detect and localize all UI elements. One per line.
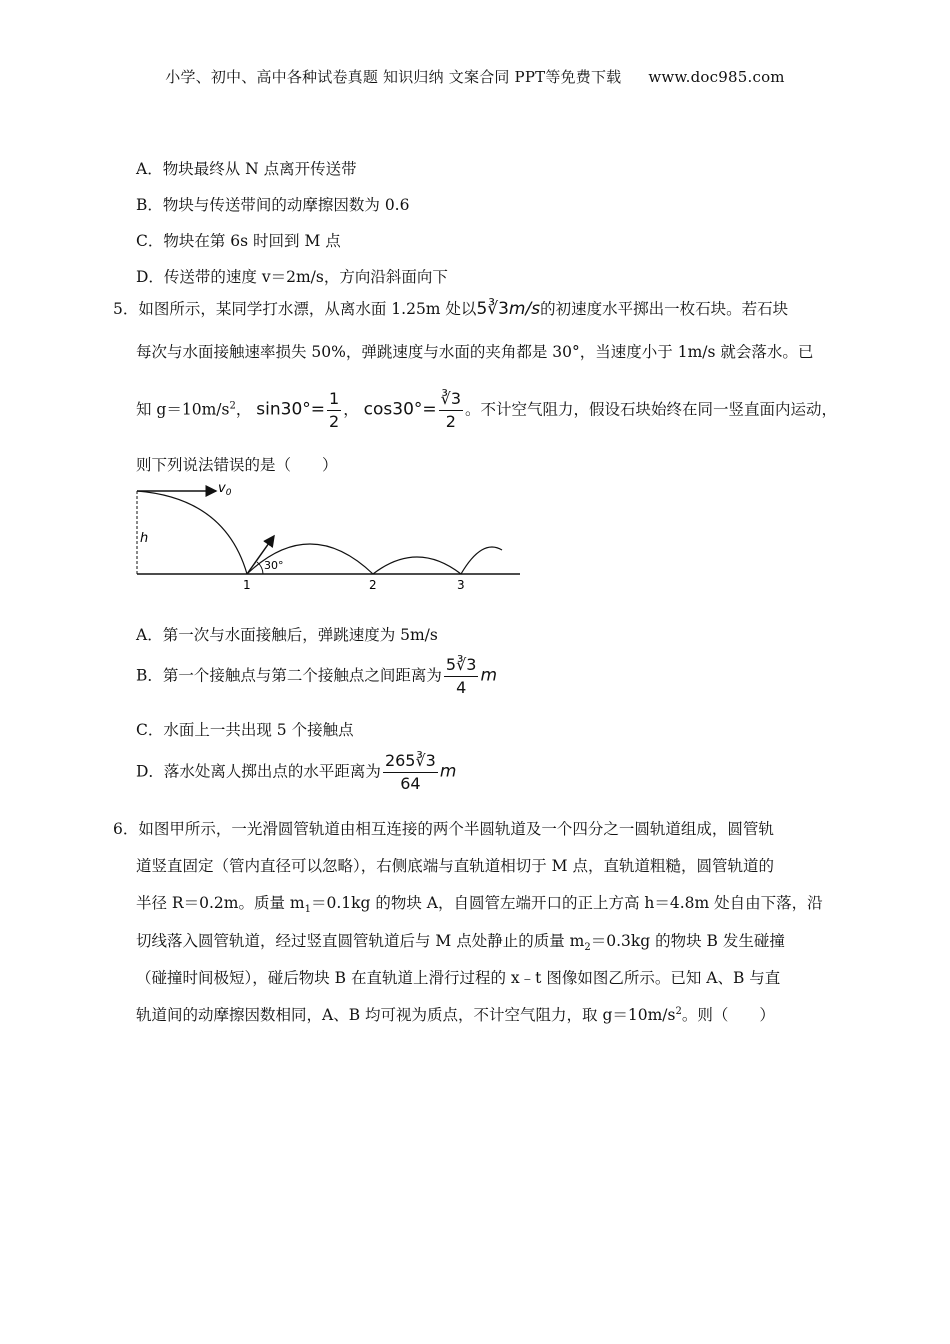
q4-option-c: C．物块在第 6s 时回到 M 点: [136, 232, 341, 250]
q6-line-3: [136, 891, 823, 915]
q5-line-1: [113, 297, 788, 319]
q5-optB-num: 5∛3: [444, 654, 479, 677]
contact-point-2: 2: [369, 578, 377, 592]
q5-line-3: [136, 388, 837, 433]
q5-l3-a: 知 g＝10m/s: [136, 400, 230, 419]
q6-l6-sup: 2: [675, 1005, 682, 1017]
q5-l1-a: 5．如图所示，某同学打水漂，从离水面 1.25m 处以: [113, 300, 477, 318]
q6-line-5: （碰撞时间极短），碰后物块 B 在直轨道上滑行过程的 x﹣t 图像如图乙所示。已知 A、B 与直: [136, 969, 781, 987]
q5-l3-b: 。不计空气阻力，假设石块始终在同一竖直面内运动，: [465, 400, 838, 419]
q5-velocity-unit: m/s: [508, 299, 541, 319]
q6-l6-a: 轨道间的动摩擦因数相同，A、B 均可视为质点，不计空气阻力，取 g＝10m/s: [136, 1006, 676, 1024]
v0-label: $v_0$: [218, 481, 232, 498]
q4-option-d: D．传送带的速度 v＝2m/s，方向沿斜面向下: [136, 268, 448, 286]
q5-l3-sup: 2: [229, 400, 236, 412]
q6-l4-sub: 2: [584, 942, 591, 954]
q5-optB-text: B．第一个接触点与第二个接触点之间距离为: [136, 666, 442, 685]
q5-optB-fraction: [444, 654, 479, 699]
q5-velocity: 5∛3: [476, 299, 509, 319]
q5-optD-unit: m: [439, 761, 457, 782]
cos-den: 2: [445, 412, 456, 431]
header-site: www.doc985.com: [648, 68, 785, 86]
cos-fraction: [439, 388, 463, 433]
sin-den: 2: [329, 412, 340, 431]
q6-line-1: 6．如图甲所示，一光滑圆管轨道由相互连接的两个半圆轨道及一个四分之一圆轨道组成，圆管轨: [113, 820, 774, 838]
q6-l4-b: ＝0.3kg 的物块 B 发生碰撞: [590, 932, 785, 950]
q6-l3-a: 半径 R＝0.2m。质量 m: [136, 894, 305, 912]
q5-optD-text: D．落水处离人掷出点的水平距离为: [136, 762, 381, 781]
q5-option-c: C．水面上一共出现 5 个接触点: [136, 721, 354, 739]
cos-num: ∛3: [439, 388, 463, 411]
angle-label: 30°: [264, 559, 284, 572]
fourth-arc: [461, 547, 502, 574]
q5-l3-comma2: ，: [343, 400, 359, 419]
q5-option-a: A．第一次与水面接触后，弹跳速度为 5m/s: [136, 626, 438, 644]
first-trajectory: [137, 491, 247, 574]
q5-option-d: [136, 750, 456, 795]
contact-point-3: 3: [457, 578, 465, 592]
q6-line-2: 道竖直固定（管内直径可以忽略），右侧底端与直轨道相切于 M 点，直轨道粗糙，圆管轨道的: [136, 857, 774, 875]
q6-l3-b: ＝0.1kg 的物块 A，自圆管左端开口的正上方高 h＝4.8m 处自由下落，沿: [310, 894, 823, 912]
q4-option-a: A．物块最终从 N 点离开传送带: [136, 160, 357, 178]
h-label: h: [140, 531, 149, 546]
third-arc: [373, 557, 461, 574]
sin-label: sin30°=: [256, 399, 326, 420]
q5-option-b: [136, 654, 497, 699]
q4-option-b: B．物块与传送带间的动摩擦因数为 0.6: [136, 196, 410, 214]
q5-optB-unit: m: [480, 665, 498, 686]
q6-l4-a: 切线落入圆管轨道，经过竖直圆管轨道后与 M 点处静止的质量 m: [136, 932, 585, 950]
q5-optD-den: 64: [400, 774, 421, 793]
contact-point-1: 1: [243, 578, 251, 592]
cos-label: cos30°=: [363, 399, 437, 420]
q6-l6-b: 。则（ ）: [681, 1006, 775, 1024]
q5-l1-b: 的初速度水平掷出一枚石块。若石块: [540, 300, 789, 318]
q5-line-4: 则下列说法错误的是（ ）: [136, 456, 338, 474]
q5-optD-num: 265∛3: [383, 750, 438, 773]
sin-num: 1: [327, 388, 341, 411]
stone-skipping-figure: [130, 478, 530, 596]
page-header: [0, 66, 950, 87]
q5-line-2: 每次与水面接触速率损失 50%，弹跳速度与水面的夹角都是 30°，当速度小于 1m/s 就会落水。已: [136, 343, 814, 361]
q5-optB-den: 4: [456, 678, 467, 697]
header-text: 小学、初中、高中各种试卷真题 知识归纳 文案合同 PPT等免费下载: [165, 68, 622, 86]
q6-line-4: [136, 929, 785, 953]
q6-line-6: [136, 1003, 775, 1025]
q6-l3-sub: 1: [304, 904, 311, 916]
sin-fraction: [327, 388, 341, 433]
q5-optD-fraction: [383, 750, 438, 795]
q5-l3-comma1: ，: [235, 400, 252, 419]
